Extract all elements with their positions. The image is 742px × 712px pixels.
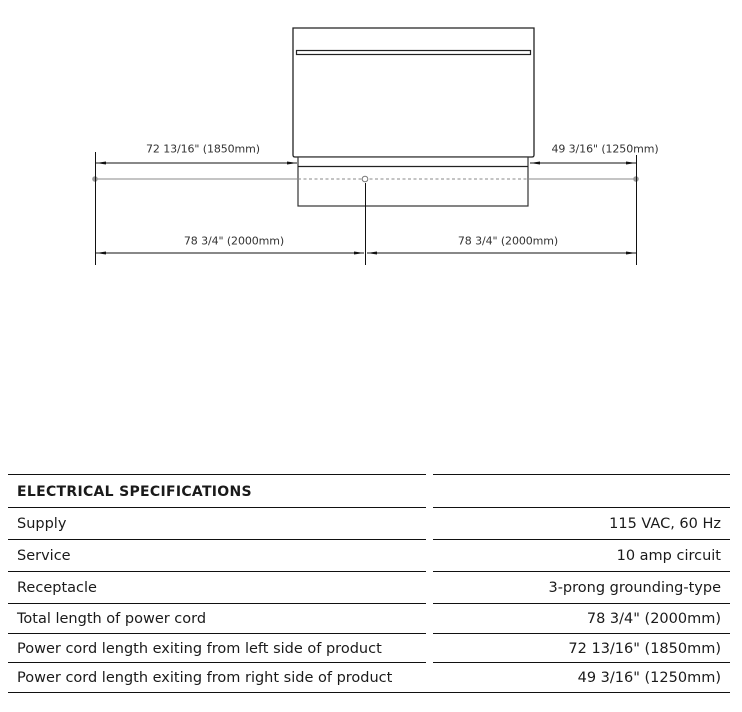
power-cord: [92, 176, 639, 182]
table-title: ELECTRICAL SPECIFICATIONS: [17, 484, 252, 500]
electrical-specifications-table: [8, 474, 730, 693]
spec-value: 49 3/16" (1250mm): [577, 670, 721, 686]
spec-label: Power cord length exiting from left side of product: [17, 640, 382, 657]
spec-label: Receptacle: [17, 580, 97, 596]
left-exit-dimension-label: 72 13/16" (1850mm): [146, 142, 260, 156]
cord-origin-icon: [362, 176, 368, 182]
table-row: [8, 663, 730, 693]
total-right-dimension-label: 78 3/4" (2000mm): [457, 234, 559, 248]
handle-bar: [297, 51, 531, 55]
spec-value: 78 3/4" (2000mm): [586, 611, 721, 627]
table-row: [8, 508, 730, 540]
spec-value: 72 13/16" (1850mm): [568, 640, 721, 657]
right-exit-dimension-label: 49 3/16" (1250mm): [551, 142, 659, 156]
appliance-base: [298, 157, 528, 206]
spec-label: Total length of power cord: [17, 611, 207, 627]
spec-label: Supply: [17, 516, 67, 532]
table-row: [8, 604, 730, 634]
spec-value: 10 amp circuit: [616, 548, 721, 564]
table-header-row: [8, 474, 730, 508]
power-cord-diagram: [0, 0, 742, 300]
table-row: [8, 634, 730, 663]
table-row: [8, 572, 730, 604]
table-row: [8, 540, 730, 572]
spec-value: 3-prong grounding-type: [548, 580, 721, 596]
spec-label: Power cord length exiting from right side of product: [17, 670, 393, 686]
spec-value: 115 VAC, 60 Hz: [609, 516, 721, 532]
spec-label: Service: [17, 548, 71, 564]
total-left-dimension-label: 78 3/4" (2000mm): [183, 234, 285, 248]
